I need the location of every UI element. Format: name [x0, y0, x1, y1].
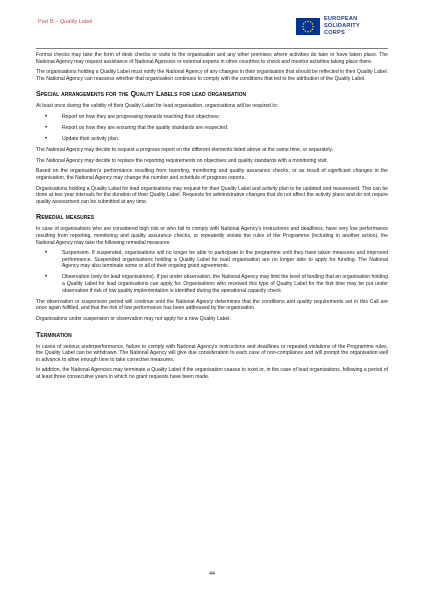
paragraph: The observation or suspension period will continue until the National Agency determines that the conditions and quality requirements set in this Call are once again fulfilled, and that the risk of low performance has been addressed by the organisation.	[36, 298, 388, 312]
paragraph: In case of organisations who are considered high risk or who fail to comply with National Agency's instructions and deadlines, have very low performance resulting from reporting, monitoring and quality assurance checks, or repeatedly violate the rules of the Programme (including in another action), the National Agency may take the following remedial measures:	[36, 226, 388, 246]
section-heading-remedial-measures: Remedial measures	[36, 212, 95, 222]
list-item: • Report on how they are ensuring that the quality standards are respected;	[36, 125, 388, 132]
list-item: • Suspension. If suspended, organisations will no longer be able to participate in the programme until they have taken measures and improved performance. Suspended organisations holding a Quality Label for lead organisation are no longer able to apply for funding. The National Agency may also terminate some or all of their ongoing grant agreements.	[36, 250, 388, 270]
intro-paragraph: The organisations holding a Quality Label must notify the National Agency of any changes in their organisation that should be reflected in their Quality Label. The National Agency can reassess whether that organisation continues to comply with the conditions that led to the attribution of the Quality Label.	[36, 69, 388, 82]
section-heading-termination: Termination	[36, 329, 72, 339]
section-heading-special-arrangements: Special arrangements for the Quality Labels for lead organisation	[36, 89, 247, 99]
paragraph: In cases of serious underperformance, failure to comply with National Agency's instructions and deadlines or repeated violations of the Programme rules, the Quality Label can be withdrawn. The National Agency will give due consideration to each case of non-compliance and will prompt the organisation well in advance to allow enough time to take corrective measures.	[36, 343, 388, 363]
bullet-list	[36, 250, 388, 294]
logo-line-3: CORPS	[324, 30, 345, 36]
intro-paragraph: Formal checks may take the form of desk checks or visits to the organisation and any other premises where activities do take or have taken place. The National Agency may request assistance of National Agencies or external experts in other countries to check and monitor activities taking place there.	[36, 52, 388, 65]
paragraph: The National Agency may decide to replace the reporting requirements on objectives and quality standards with a monitoring visit.	[36, 157, 328, 164]
list-item: • Update their activity plan.	[36, 136, 388, 143]
bullet-list	[36, 114, 388, 143]
list-item: • Observation (only for lead organisations). If put under observation, the National Agency may limit the level of funding that an organisation holding a Quality Label for lead organisations can apply for. Organisations who received this type of Quality Label for the first time may be put under observation if risk of low quality implementation is identified during the operational capacity check.	[36, 274, 388, 294]
section-title: Part B – Quality Label	[38, 19, 93, 25]
header-divider	[36, 48, 388, 49]
page-header	[36, 10, 388, 48]
paragraph: The National Agency may decide to request a progress report on the different elements listed above at the same time, or separately.	[36, 147, 334, 154]
paragraph: Organisations under suspension or observation may not apply for a new Quality Label.	[36, 315, 231, 322]
logo-line-2: SOLIDARITY	[324, 23, 360, 29]
page-number: 44	[209, 571, 215, 577]
paragraph: Based on the organisation's performance resulting from reporting, monitoring and quality assurance checks, or as result of significant changes in the organisation, the National Agency may change the number and schedule of progress reports.	[36, 168, 388, 182]
paragraph: At least once during the validity of their Quality Label for lead organisation, organisations will be required to:	[36, 103, 279, 110]
logo-line-1: EUROPEAN	[324, 16, 358, 22]
paragraph: In addition, the National Agencies may terminate a Quality Label if the organisation ceases to exist or, in the case of lead organisations, following a period of at least three consecutive years in which no grant requests have been made.	[36, 367, 388, 380]
paragraph: Organisations holding a Quality Label for lead organisations may request for their Quality Label and activity plan to be updated and reassessed. This can be done at two year intervals for the duration of their Quality Label. Requests for administrative changes that do not affect the activity plans and do not require quality assessment can be submitted at any time.	[36, 185, 388, 205]
list-item: • Report on how they are progressing towards reaching their objectives;	[36, 114, 388, 121]
logo-wordmark	[324, 16, 360, 37]
eu-flag-icon	[296, 18, 320, 35]
european-solidarity-corps-logo	[296, 10, 388, 44]
page-body	[36, 52, 388, 385]
